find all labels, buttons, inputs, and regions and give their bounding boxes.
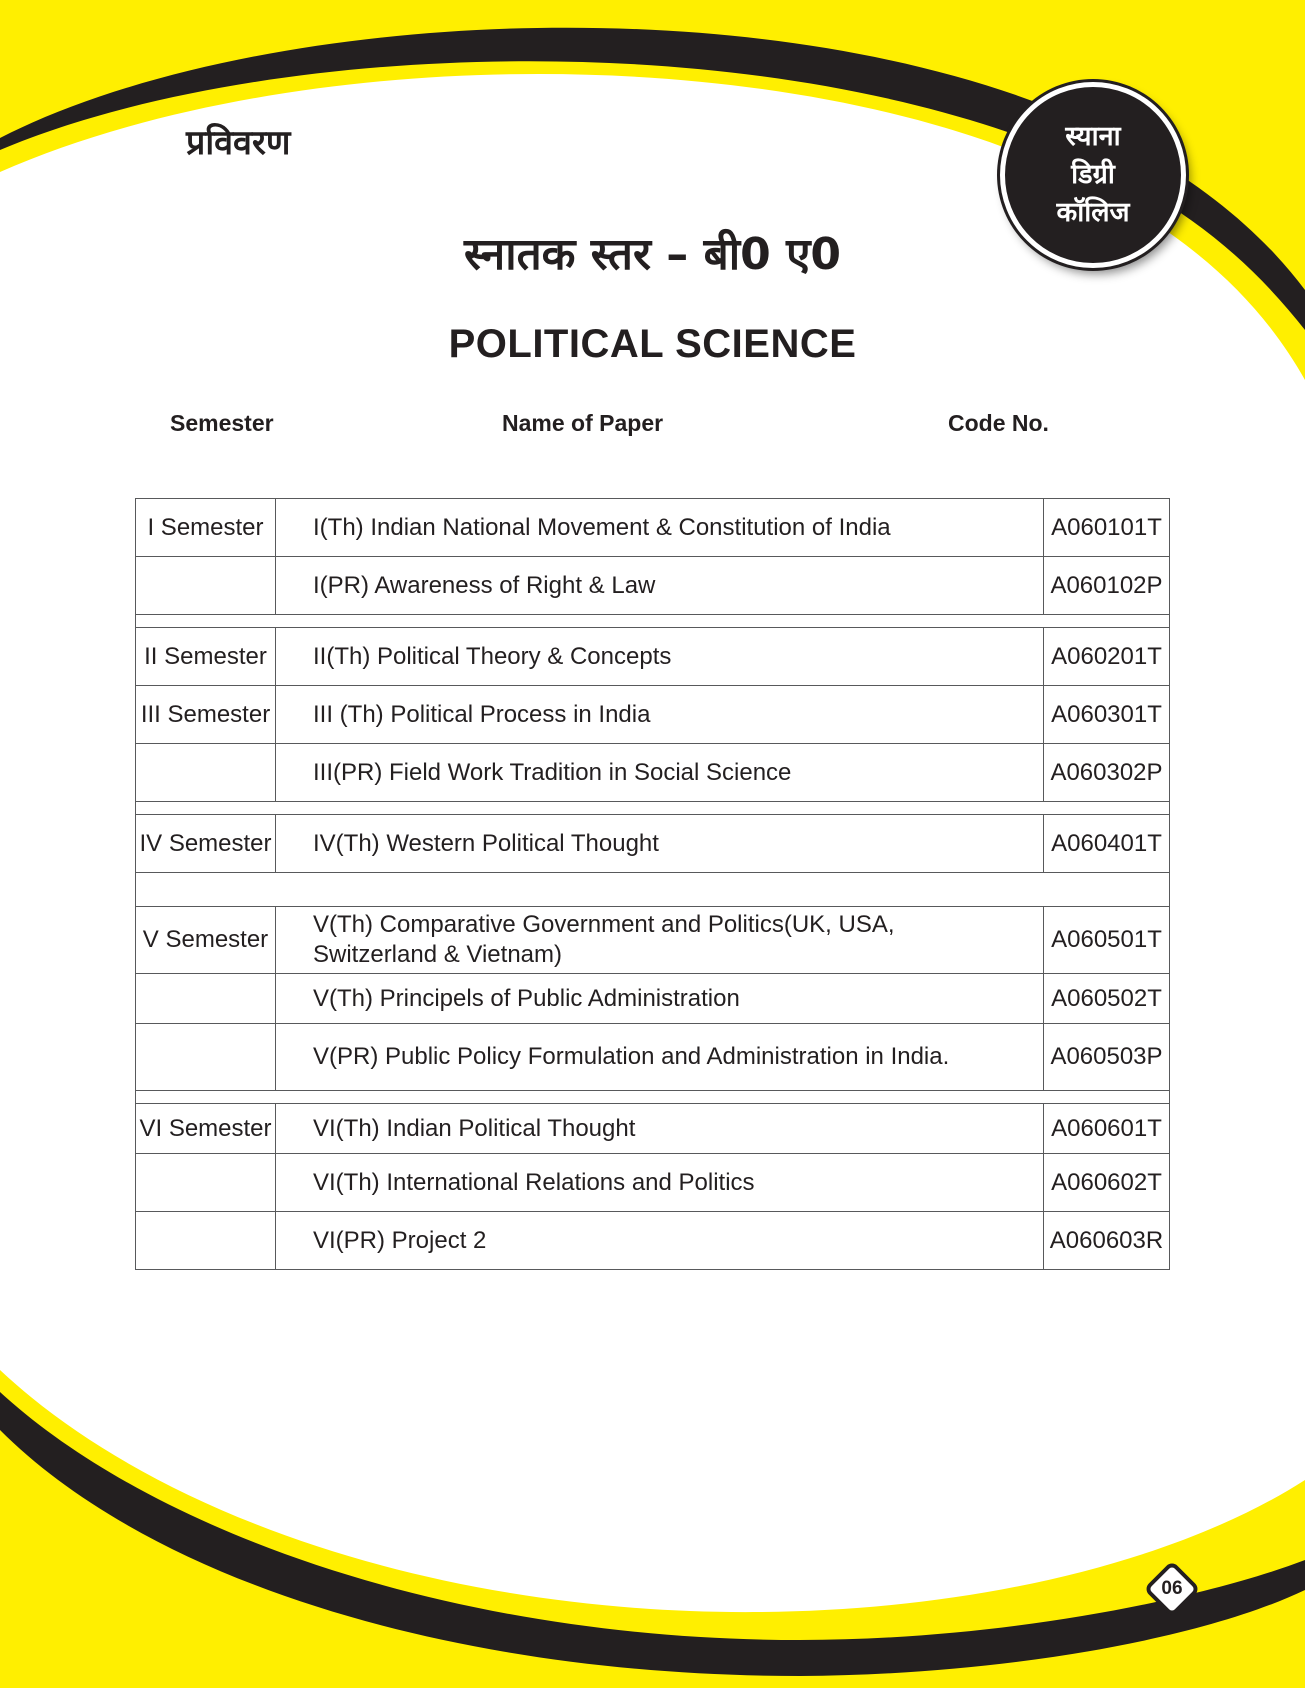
paper-name-cell: VI(Th) International Relations and Politics bbox=[276, 1154, 1044, 1212]
table-row bbox=[136, 1104, 1170, 1154]
code-cell: A060502T bbox=[1044, 974, 1170, 1024]
code-cell: A060102P bbox=[1044, 557, 1170, 615]
table-row bbox=[136, 628, 1170, 686]
column-header-code: Code No. bbox=[948, 410, 1049, 436]
semester-cell bbox=[136, 1024, 276, 1091]
paper-name-cell: II(Th) Political Theory & Concepts bbox=[276, 628, 1044, 686]
paper-name-cell: VI(PR) Project 2 bbox=[276, 1212, 1044, 1270]
code-cell: A060302P bbox=[1044, 744, 1170, 802]
column-header-paper: Name of Paper bbox=[502, 410, 664, 436]
table-row bbox=[136, 557, 1170, 615]
paper-name-cell: V(Th) Comparative Government and Politics(UK, USA, Switzerland & Vietnam) bbox=[276, 907, 1044, 974]
semester-cell: III Semester bbox=[136, 686, 276, 744]
page-number: 06 bbox=[1161, 1578, 1183, 1599]
table-row bbox=[136, 815, 1170, 873]
code-cell: A060603R bbox=[1044, 1212, 1170, 1270]
semester-cell bbox=[136, 557, 276, 615]
semester-cell bbox=[136, 1154, 276, 1212]
table-row bbox=[136, 1024, 1170, 1091]
table-spacer-row bbox=[136, 873, 1170, 907]
page-number-badge bbox=[1146, 1563, 1198, 1615]
paper-name-cell: VI(Th) Indian Political Thought bbox=[276, 1104, 1044, 1154]
code-cell: A060601T bbox=[1044, 1104, 1170, 1154]
page-title-hindi: स्नातक स्तर – बी0 ए0 bbox=[463, 229, 842, 280]
code-cell: A060501T bbox=[1044, 907, 1170, 974]
syllabus-table bbox=[135, 498, 1170, 1270]
paper-name-cell: III(PR) Field Work Tradition in Social Science bbox=[276, 744, 1044, 802]
paper-name-cell: V(Th) Principels of Public Administration bbox=[276, 974, 1044, 1024]
semester-cell: V Semester bbox=[136, 907, 276, 974]
semester-cell bbox=[136, 974, 276, 1024]
logo-line-3: कॉलिज bbox=[1056, 197, 1130, 228]
semester-cell: IV Semester bbox=[136, 815, 276, 873]
table-spacer-row bbox=[136, 802, 1170, 815]
semester-cell bbox=[136, 744, 276, 802]
code-cell: A060301T bbox=[1044, 686, 1170, 744]
table-row bbox=[136, 686, 1170, 744]
table-row bbox=[136, 744, 1170, 802]
section-label: प्रविवरण bbox=[186, 123, 291, 163]
semester-cell: VI Semester bbox=[136, 1104, 276, 1154]
table-row bbox=[136, 499, 1170, 557]
table-row bbox=[136, 974, 1170, 1024]
page-title-english: POLITICAL SCIENCE bbox=[448, 322, 857, 366]
table-spacer-row bbox=[136, 615, 1170, 628]
code-cell: A060101T bbox=[1044, 499, 1170, 557]
code-cell: A060602T bbox=[1044, 1154, 1170, 1212]
table-row bbox=[136, 1154, 1170, 1212]
logo-line-1: स्याना bbox=[1065, 121, 1121, 152]
paper-name-cell: IV(Th) Western Political Thought bbox=[276, 815, 1044, 873]
semester-cell: II Semester bbox=[136, 628, 276, 686]
table-row bbox=[136, 1212, 1170, 1270]
semester-cell: I Semester bbox=[136, 499, 276, 557]
paper-name-cell: I(Th) Indian National Movement & Constitution of India bbox=[276, 499, 1044, 557]
code-cell: A060201T bbox=[1044, 628, 1170, 686]
table-row bbox=[136, 907, 1170, 974]
code-cell: A060401T bbox=[1044, 815, 1170, 873]
code-cell: A060503P bbox=[1044, 1024, 1170, 1091]
table-spacer-row bbox=[136, 1091, 1170, 1104]
paper-name-cell: I(PR) Awareness of Right & Law bbox=[276, 557, 1044, 615]
column-header-semester: Semester bbox=[170, 410, 274, 436]
paper-name-cell: V(PR) Public Policy Formulation and Administration in India. bbox=[276, 1024, 1044, 1091]
semester-cell bbox=[136, 1212, 276, 1270]
paper-name-cell: III (Th) Political Process in India bbox=[276, 686, 1044, 744]
logo-line-2: डिग्री bbox=[1071, 159, 1115, 190]
